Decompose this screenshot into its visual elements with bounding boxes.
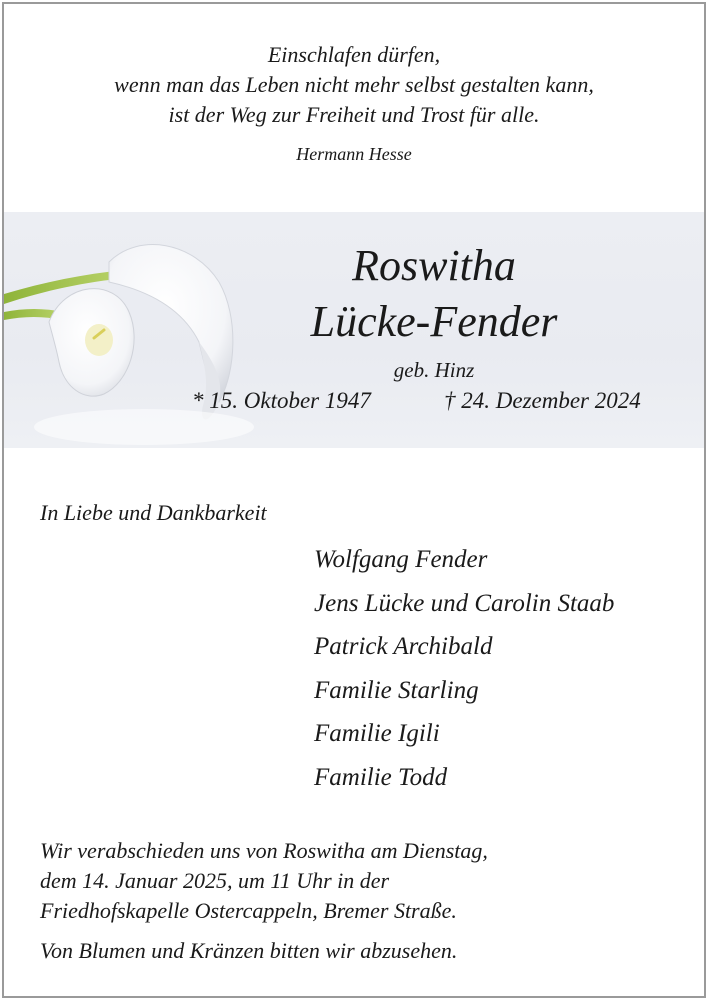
quote-author: Hermann Hesse (296, 144, 412, 164)
hesse-quote (4, 40, 704, 130)
life-dates (192, 388, 672, 414)
notice-line: Friedhofskapelle Ostercappeln, Bremer Straße. (40, 898, 457, 923)
obituary-card (2, 2, 706, 998)
first-name: Roswitha (352, 241, 516, 290)
mourner-name: Familie Igili (314, 720, 440, 747)
mourners-list (314, 538, 694, 799)
notice-line: Wir verabschieden uns von Roswitha am Dienstag, (40, 838, 488, 863)
birth-name: geb. Hinz (393, 358, 475, 382)
death-date: † 24. Dezember 2024 (444, 388, 641, 413)
flowers-request: Von Blumen und Kränzen bitten wir abzusehen. (40, 938, 458, 963)
birth-date: * 15. Oktober 1947 (192, 388, 371, 413)
mourner-name: Wolfgang Fender (314, 546, 488, 573)
mourner-name: Familie Todd (314, 763, 448, 791)
mourners-intro: In Liebe und Dankbarkeit (40, 500, 267, 525)
mourner-name: Jens Lücke und Carolin Staab (314, 589, 615, 617)
mourner-name: Patrick Archibald (314, 633, 493, 660)
mourner-name: Familie Starling (314, 676, 479, 704)
last-name: Lücke-Fender (310, 297, 558, 346)
funeral-notice (40, 836, 680, 926)
quote-line: ist der Weg zur Freiheit und Trost für alle. (168, 102, 540, 127)
notice-line: dem 14. Januar 2025, um 11 Uhr in der (40, 868, 390, 893)
quote-line: wenn man das Leben nicht mehr selbst gestalten kann, (114, 72, 594, 97)
quote-line: Einschlafen dürfen, (267, 42, 441, 67)
